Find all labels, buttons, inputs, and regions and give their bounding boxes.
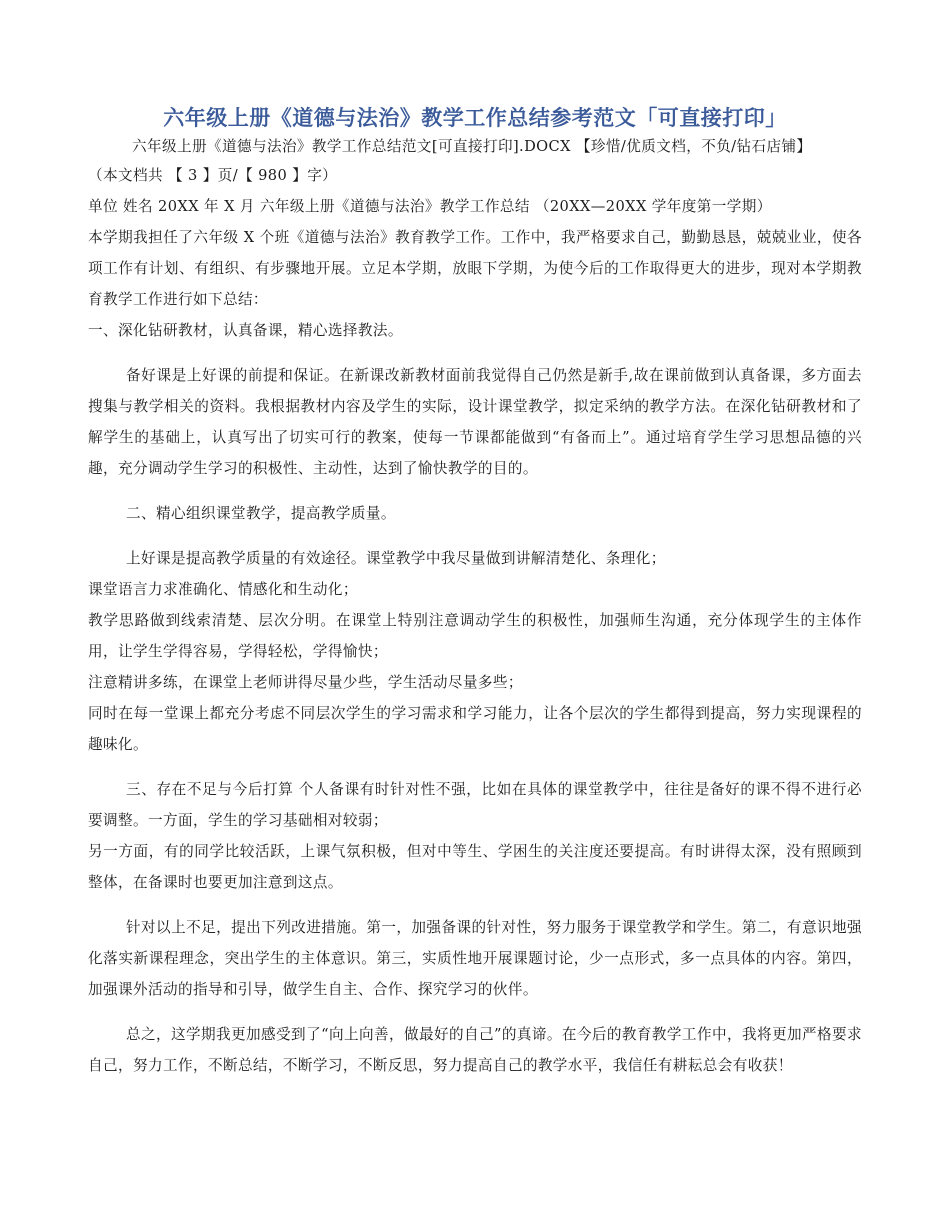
- section2-heading: 二、精心组织课堂教学，提高教学质量。: [126, 505, 396, 522]
- section3-paragraph: 另一方面，有的同学比较活跃，上课气氛积极，但对中等生、学困生的关注度还要提高。有时讲得太深，没有照顾到整体，在备课时也要更加注意到这点。: [88, 843, 862, 891]
- document-header-line: 单位 姓名 20XX 年 X 月 六年级上册《道德与法治》教学工作总结 （20XX—20XX 学年度第一学期）: [88, 198, 772, 215]
- intro-paragraph: 本学期我担任了六年级 X 个班《道德与法治》教育教学工作。工作中，我严格要求自己，勤勤恳恳，兢兢业业，使各项工作有计划、有组织、有步骤地开展。立足本学期，放眼下学期，为使今后的工作取得更大的进步，现对本学期教育教学工作进行如下总结：: [88, 229, 862, 308]
- conclusion-paragraph: 总之，这学期我更加感受到了“向上向善，做最好的自己”的真谛。在今后的教育教学工作中，我将更加严格要求自己，努力工作，不断总结，不断学习，不断反思，努力提高自己的教学水平，我信任有耕耘总会有收获！: [88, 1026, 862, 1074]
- document-subtitle: 六年级上册《道德与法治》教学工作总结范文[可直接打印].DOCX 【珍惜/优质文档，不负/钻石店铺】: [132, 138, 812, 155]
- measures-paragraph: 针对以上不足，提出下列改进措施。第一，加强备课的针对性，努力服务于课堂教学和学生。第二，有意识地强化落实新课程理念，突出学生的主体意识。第三，实质性地开展课题讨论，少一点形式，多一点具体的内容。第四，加强课外活动的指导和引导，做学生自主、合作、探究学习的伙伴。: [88, 919, 862, 998]
- document-meta: （本文档共 【 3 】页/【 980 】字）: [88, 167, 338, 184]
- document-title: 六年级上册《道德与法治》教学工作总结参考范文「可直接打印」: [163, 106, 787, 130]
- section3-paragraph: 三、存在不足与今后打算 个人备课有时针对性不强，比如在具体的课堂教学中，往往是备好的课不得不进行必要调整。一方面，学生的学习基础相对较弱；: [88, 781, 862, 829]
- section1-body: 备好课是上好课的前提和保证。在新课改新教材面前我觉得自己仍然是新手,故在课前做到认真备课，多方面去搜集与教学相关的资料。我根据教材内容及学生的实际，设计课堂教学，拟定采纳的教学方法。在深化钻研教材和了解学生的基础上，认真写出了切实可行的教案，使每一节课都能做到“有备而上”。通过培育学生学习思想品德的兴趣，充分调动学生学习的积极性、主动性，达到了愉快教学的目的。: [88, 367, 862, 477]
- section2-line: 同时在每一堂课上都充分考虑不同层次学生的学习需求和学习能力，让各个层次的学生都得到提高，努力实现课程的趣味化。: [88, 705, 862, 753]
- section2-line: 教学思路做到线索清楚、层次分明。在课堂上特别注意调动学生的积极性，加强师生沟通，充分体现学生的主体作用，让学生学得容易，学得轻松，学得愉快；: [88, 612, 862, 660]
- section2-line: 注意精讲多练，在课堂上老师讲得尽量少些，学生活动尽量多些；: [88, 674, 523, 691]
- section2-line: 课堂语言力求准确化、情感化和生动化；: [88, 581, 358, 598]
- section2-line: 上好课是提高教学质量的有效途径。课堂教学中我尽量做到讲解清楚化、条理化；: [126, 550, 666, 567]
- section1-heading: 一、深化钻研教材，认真备课，精心选择教法。: [88, 322, 403, 339]
